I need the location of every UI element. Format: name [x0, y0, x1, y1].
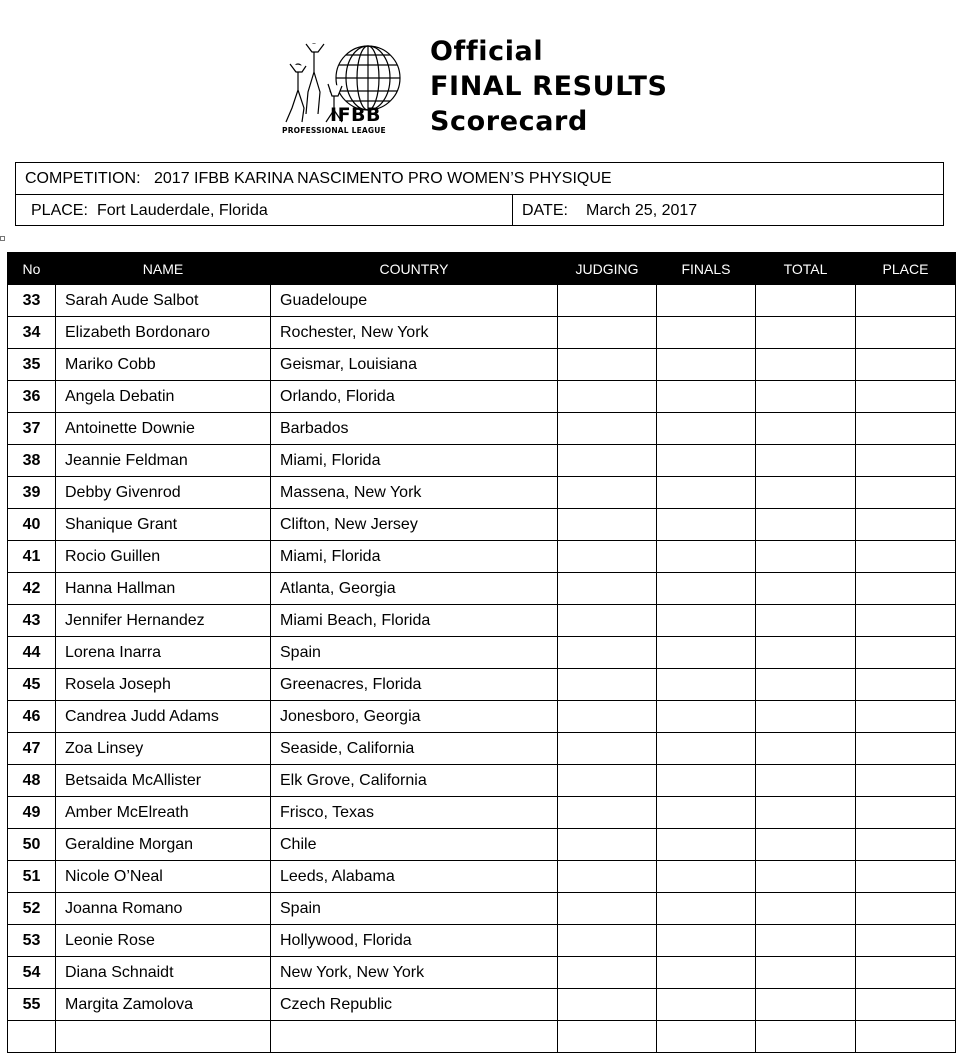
finals-score-cell [657, 797, 756, 829]
competitor-name: Betsaida McAllister [56, 765, 271, 797]
competitor-country: Orlando, Florida [271, 381, 558, 413]
total-score-cell [756, 605, 856, 637]
competitor-name: Mariko Cobb [56, 349, 271, 381]
competitor-name: Jennifer Hernandez [56, 605, 271, 637]
judging-score-cell [558, 317, 657, 349]
place-cell [856, 925, 956, 957]
competitor-name: Jeannie Feldman [56, 445, 271, 477]
competitor-number: 45 [8, 669, 56, 701]
total-score-cell [756, 701, 856, 733]
competitor-name: Rosela Joseph [56, 669, 271, 701]
competitor-number: 42 [8, 573, 56, 605]
judging-score-cell [558, 509, 657, 541]
results-body [8, 285, 956, 1053]
judging-score-cell [558, 541, 657, 573]
total-score-cell [756, 637, 856, 669]
competitor-country: Guadeloupe [271, 285, 558, 317]
competitor-number: 37 [8, 413, 56, 445]
total-score-cell [756, 381, 856, 413]
competitor-country: Hollywood, Florida [271, 925, 558, 957]
table-row [8, 477, 956, 509]
table-row [8, 509, 956, 541]
table-row [8, 413, 956, 445]
place-cell [856, 637, 956, 669]
table-row [8, 573, 956, 605]
finals-score-cell [657, 381, 756, 413]
competitor-name: Elizabeth Bordonaro [56, 317, 271, 349]
table-row [8, 381, 956, 413]
finals-score-cell [657, 285, 756, 317]
competitor-number: 43 [8, 605, 56, 637]
table-row [8, 893, 956, 925]
competitor-number [8, 1021, 56, 1053]
competitor-country: New York, New York [271, 957, 558, 989]
place-cell [856, 573, 956, 605]
finals-score-cell [657, 509, 756, 541]
total-score-cell [756, 285, 856, 317]
competitor-country: Frisco, Texas [271, 797, 558, 829]
judging-score-cell [558, 765, 657, 797]
finals-score-cell [657, 957, 756, 989]
competition-label: COMPETITION: [25, 170, 141, 187]
competitor-country: Massena, New York [271, 477, 558, 509]
col-header-total: TOTAL [756, 253, 856, 285]
results-table [7, 252, 956, 1053]
judging-score-cell [558, 861, 657, 893]
place-date-row [16, 195, 943, 226]
judging-score-cell [558, 733, 657, 765]
table-row [8, 925, 956, 957]
competitor-country: Jonesboro, Georgia [271, 701, 558, 733]
competitor-number: 51 [8, 861, 56, 893]
col-header-finals: FINALS [657, 253, 756, 285]
table-row [8, 445, 956, 477]
competitor-name: Rocio Guillen [56, 541, 271, 573]
total-score-cell [756, 413, 856, 445]
judging-score-cell [558, 381, 657, 413]
competitor-country: Clifton, New Jersey [271, 509, 558, 541]
total-score-cell [756, 861, 856, 893]
finals-score-cell [657, 605, 756, 637]
competitor-country [271, 1021, 558, 1053]
total-score-cell [756, 445, 856, 477]
competitor-number: 55 [8, 989, 56, 1021]
finals-score-cell [657, 669, 756, 701]
competition-value: 2017 IFBB KARINA NASCIMENTO PRO WOMEN’S PHYSIQUE [154, 170, 612, 187]
place-cell [856, 861, 956, 893]
total-score-cell [756, 829, 856, 861]
judging-score-cell [558, 637, 657, 669]
judging-score-cell [558, 701, 657, 733]
col-header-country: COUNTRY [271, 253, 558, 285]
place-cell [856, 893, 956, 925]
table-row [8, 733, 956, 765]
total-score-cell [756, 1021, 856, 1053]
title-line-2: FINAL RESULTS [430, 71, 668, 102]
competitor-name: Geraldine Morgan [56, 829, 271, 861]
competitor-country: Czech Republic [271, 989, 558, 1021]
total-score-cell [756, 349, 856, 381]
finals-score-cell [657, 445, 756, 477]
table-row [8, 541, 956, 573]
place-cell [856, 509, 956, 541]
competitor-number: 34 [8, 317, 56, 349]
total-score-cell [756, 317, 856, 349]
competitor-number: 52 [8, 893, 56, 925]
place-cell [856, 413, 956, 445]
finals-score-cell [657, 765, 756, 797]
judging-score-cell [558, 349, 657, 381]
title-line-1: Official [430, 36, 544, 67]
total-score-cell [756, 541, 856, 573]
competitor-number: 35 [8, 349, 56, 381]
judging-score-cell [558, 669, 657, 701]
competitor-country: Barbados [271, 413, 558, 445]
competitor-name: Zoa Linsey [56, 733, 271, 765]
total-score-cell [756, 733, 856, 765]
competitor-country: Rochester, New York [271, 317, 558, 349]
date-value: March 25, 2017 [586, 202, 698, 219]
total-score-cell [756, 893, 856, 925]
judging-score-cell [558, 605, 657, 637]
finals-score-cell [657, 541, 756, 573]
table-header-row [8, 253, 956, 285]
total-score-cell [756, 989, 856, 1021]
competitor-country: Chile [271, 829, 558, 861]
competitor-number: 49 [8, 797, 56, 829]
competition-info-box [15, 162, 944, 226]
judging-score-cell [558, 285, 657, 317]
place-cell [856, 285, 956, 317]
competitor-country: Miami, Florida [271, 541, 558, 573]
place-cell [856, 477, 956, 509]
judging-score-cell [558, 989, 657, 1021]
place-cell [856, 445, 956, 477]
competitor-name: Sarah Aude Salbot [56, 285, 271, 317]
place-cell [856, 733, 956, 765]
competitor-name: Antoinette Downie [56, 413, 271, 445]
finals-score-cell [657, 989, 756, 1021]
competitor-country: Atlanta, Georgia [271, 573, 558, 605]
date-label: DATE: [522, 202, 568, 219]
competitor-country: Elk Grove, California [271, 765, 558, 797]
competitor-country: Miami Beach, Florida [271, 605, 558, 637]
competitor-number: 41 [8, 541, 56, 573]
finals-score-cell [657, 893, 756, 925]
total-score-cell [756, 669, 856, 701]
place-label: PLACE: [31, 202, 88, 219]
place-cell [856, 669, 956, 701]
total-score-cell [756, 573, 856, 605]
table-row [8, 285, 956, 317]
finals-score-cell [657, 317, 756, 349]
table-row [8, 1021, 956, 1053]
table-row [8, 829, 956, 861]
competitor-country: Seaside, California [271, 733, 558, 765]
competitor-country: Spain [271, 637, 558, 669]
place-cell [856, 829, 956, 861]
finals-score-cell [657, 477, 756, 509]
competitor-country: Greenacres, Florida [271, 669, 558, 701]
judging-score-cell [558, 829, 657, 861]
competitor-name: Margita Zamolova [56, 989, 271, 1021]
finals-score-cell [657, 733, 756, 765]
competitor-number: 50 [8, 829, 56, 861]
globe-icon [336, 46, 400, 110]
competitor-number: 33 [8, 285, 56, 317]
total-score-cell [756, 957, 856, 989]
competitor-number: 46 [8, 701, 56, 733]
place-cell [856, 989, 956, 1021]
total-score-cell [756, 925, 856, 957]
table-row [8, 349, 956, 381]
place-cell [856, 1021, 956, 1053]
competitor-name: Joanna Romano [56, 893, 271, 925]
competitor-number: 39 [8, 477, 56, 509]
total-score-cell [756, 797, 856, 829]
judging-score-cell [558, 957, 657, 989]
competitor-number: 53 [8, 925, 56, 957]
competitor-name: Angela Debatin [56, 381, 271, 413]
table-row [8, 861, 956, 893]
competitor-name [56, 1021, 271, 1053]
table-row [8, 957, 956, 989]
finals-score-cell [657, 573, 756, 605]
finals-score-cell [657, 925, 756, 957]
competitor-name: Leonie Rose [56, 925, 271, 957]
total-score-cell [756, 477, 856, 509]
finals-score-cell [657, 701, 756, 733]
place-cell [856, 797, 956, 829]
place-value: Fort Lauderdale, Florida [97, 202, 268, 219]
place-cell [856, 605, 956, 637]
competitor-number: 48 [8, 765, 56, 797]
judging-score-cell [558, 573, 657, 605]
table-row [8, 701, 956, 733]
competitor-number: 38 [8, 445, 56, 477]
judging-score-cell [558, 797, 657, 829]
finals-score-cell [657, 1021, 756, 1053]
finals-score-cell [657, 829, 756, 861]
logo-subtext: PROFESSIONAL LEAGUE [282, 126, 386, 135]
finals-score-cell [657, 349, 756, 381]
competitor-number: 44 [8, 637, 56, 669]
competitor-number: 47 [8, 733, 56, 765]
page-title [430, 34, 668, 139]
table-row [8, 765, 956, 797]
competitor-country: Spain [271, 893, 558, 925]
competitor-country: Leeds, Alabama [271, 861, 558, 893]
place-cell [856, 541, 956, 573]
place-cell [856, 381, 956, 413]
place-cell [856, 349, 956, 381]
finals-score-cell [657, 861, 756, 893]
info-divider [512, 195, 513, 226]
col-header-place: PLACE [856, 253, 956, 285]
judging-score-cell [558, 445, 657, 477]
logo-ifbb-text: IFBB [330, 104, 382, 126]
judging-score-cell [558, 1021, 657, 1053]
competitor-name: Hanna Hallman [56, 573, 271, 605]
total-score-cell [756, 509, 856, 541]
competitor-name: Nicole O’Neal [56, 861, 271, 893]
table-row [8, 605, 956, 637]
place-cell [856, 317, 956, 349]
competitor-number: 40 [8, 509, 56, 541]
table-row [8, 669, 956, 701]
competitor-number: 36 [8, 381, 56, 413]
competitor-country: Miami, Florida [271, 445, 558, 477]
col-header-no: No [8, 253, 56, 285]
place-cell [856, 765, 956, 797]
col-header-judging: JUDGING [558, 253, 657, 285]
place-cell [856, 957, 956, 989]
table-row [8, 989, 956, 1021]
place-cell [856, 701, 956, 733]
title-line-3: Scorecard [430, 106, 588, 137]
competition-row [16, 163, 943, 195]
competitor-country: Geismar, Louisiana [271, 349, 558, 381]
judging-score-cell [558, 893, 657, 925]
competitor-name: Amber McElreath [56, 797, 271, 829]
finals-score-cell [657, 413, 756, 445]
competitor-name: Debby Givenrod [56, 477, 271, 509]
table-row [8, 637, 956, 669]
finals-score-cell [657, 637, 756, 669]
judging-score-cell [558, 477, 657, 509]
competitor-name: Diana Schnaidt [56, 957, 271, 989]
competitor-number: 54 [8, 957, 56, 989]
judging-score-cell [558, 413, 657, 445]
judging-score-cell [558, 925, 657, 957]
table-row [8, 317, 956, 349]
competitor-name: Candrea Judd Adams [56, 701, 271, 733]
competitor-name: Shanique Grant [56, 509, 271, 541]
competitor-name: Lorena Inarra [56, 637, 271, 669]
table-row [8, 797, 956, 829]
col-header-name: NAME [56, 253, 271, 285]
total-score-cell [756, 765, 856, 797]
table-move-handle [0, 236, 5, 241]
